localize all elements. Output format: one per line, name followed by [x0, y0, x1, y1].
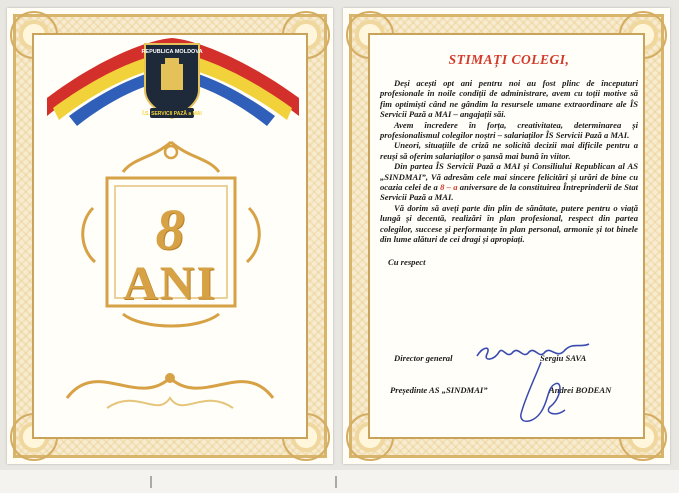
flag-emblem — [37, 36, 307, 128]
letter-paragraph — [380, 161, 638, 203]
signatory-name: Sergiu SAVA — [540, 353, 587, 363]
letter-paragraph: Deși acești opt ani pentru noi au fost plinc de începuturi profesionale în noile condiții de administrare, avem cu toții motive să fim optimiști când ne gândim la resursele umane extraordinare ale ÎS Servicii Pază a MAI – angajații săi. — [380, 78, 638, 120]
anniversary-number: 8 — [155, 197, 185, 262]
letter-title: STIMAȚI COLEGI, — [448, 52, 570, 67]
signatory-role: Director general — [394, 353, 453, 363]
bottom-scroll-ornament — [47, 338, 293, 428]
anniversary-word: ANI — [122, 257, 217, 310]
scan-bottom-strip — [0, 470, 679, 493]
letter-paragraph: Vă dorim să aveți parte din plin de sănătate, putere pentru o viață lungă și decentă, realizări în plan profesional, respect din partea colegilor, succese și performanțe în plan personal, armonie și tot binele din lume alături de cei dragi și apropiați. — [380, 202, 638, 245]
letter-paragraph-text: Din partea ÎS Servicii Pază a MAI și Consiliului Republican al AS „SINDMAI”, Vă adresăm cele mai sincere felicitări și urări de bine cu ocazia celei de a — [380, 161, 638, 193]
letter-paragraph: Uneori, situațiile de criză ne solicită decizii mai dificile pentru a reuși să oferim salariaților o șansă mai bună în viitor. — [380, 140, 638, 161]
scan-mark — [150, 476, 152, 488]
closing-line: Cu respect — [388, 256, 426, 267]
signatory-role: Președinte AS „SINDMAI” — [390, 385, 488, 395]
signature-president — [390, 385, 612, 395]
scan-mark — [335, 476, 337, 488]
left-page — [7, 8, 333, 464]
letter-paragraph-text: aniversare de la constituirea Întreprinderii de Stat Servicii Pază a MAI. — [380, 182, 639, 203]
signature-director — [394, 353, 587, 363]
signatory-name: Andrei BODEAN — [549, 385, 612, 395]
right-page — [343, 8, 670, 464]
letter-paragraph: Avem încredere în forța, creativitatea, determinarea și profesionalismul colegilor noștri – salariaților ÎS Servicii Pază a MAI. — [380, 119, 638, 141]
svg-text:REPUBLICA MOLDOVA: REPUBLICA MOLDOVA — [141, 49, 203, 55]
greeting-letter — [380, 52, 638, 267]
anniversary-highlight: 8 – a — [440, 182, 458, 193]
handwritten-signature-icon — [511, 358, 571, 428]
svg-text:Î.S. SERVICII PAZĂ a MAI: Î.S. SERVICII PAZĂ a MAI — [142, 111, 202, 117]
